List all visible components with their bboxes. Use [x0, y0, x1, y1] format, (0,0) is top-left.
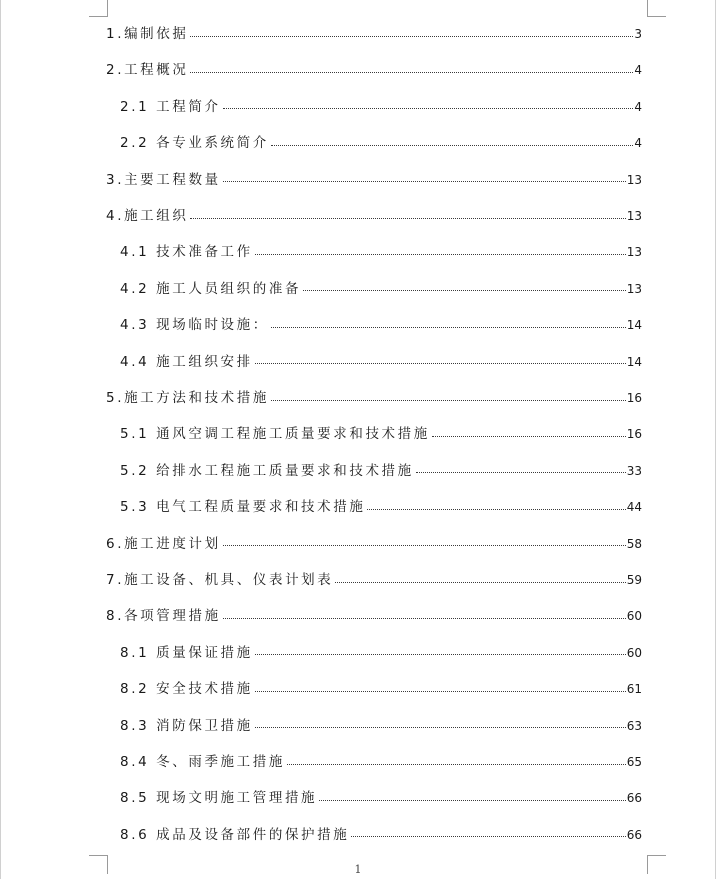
toc-dot-leader [255, 363, 626, 364]
toc-dot-leader [335, 582, 625, 583]
page-left-edge [0, 0, 1, 879]
toc-entry[interactable] [120, 133, 642, 153]
toc-entry-title: 4.2 施工人员组织的准备 [120, 280, 302, 297]
toc-entry[interactable] [120, 679, 642, 699]
toc-dot-leader [255, 727, 626, 728]
toc-entry[interactable] [120, 352, 642, 372]
toc-entry-page-number: 4 [634, 63, 642, 78]
toc-entry-page-number: 58 [626, 536, 642, 551]
toc-entry-title: 5.1 通风空调工程施工质量要求和技术措施 [120, 426, 430, 443]
toc-entry[interactable] [120, 643, 642, 663]
toc-entry-title: 4.1 技术准备工作 [120, 244, 253, 261]
toc-entry-title: 1.编制依据 [106, 26, 189, 42]
toc-entry-title: 6.施工进度计划 [106, 535, 221, 552]
toc-dot-leader [416, 472, 626, 473]
toc-entry[interactable] [120, 315, 642, 335]
toc-entry[interactable] [106, 534, 642, 554]
toc-entry-page-number: 65 [626, 755, 642, 769]
toc-entry[interactable] [120, 752, 642, 772]
toc-entry-page-number: 4 [634, 136, 642, 151]
toc-entry[interactable] [106, 170, 642, 190]
toc-entry[interactable] [106, 570, 642, 590]
toc-dot-leader [223, 545, 626, 546]
toc-entry-title: 7.施工设备、机具、仪表计划表 [106, 572, 334, 588]
toc-entry-title: 4.3 现场临时设施： [120, 317, 269, 334]
toc-entry-page-number: 16 [626, 391, 642, 405]
crop-mark-top-left [89, 0, 108, 17]
toc-dot-leader [255, 691, 626, 692]
toc-entry-title: 8.4 冬、雨季施工措施 [120, 754, 285, 770]
toc-entry-page-number: 60 [626, 645, 642, 660]
toc-entry[interactable] [106, 60, 642, 80]
crop-mark-top-right [647, 0, 666, 17]
toc-dot-leader [287, 764, 626, 765]
toc-entry[interactable] [120, 279, 642, 299]
toc-entry[interactable] [120, 461, 642, 481]
toc-entry-page-number: 13 [626, 172, 642, 187]
toc-entry-page-number: 66 [626, 827, 642, 842]
toc-entry[interactable] [120, 424, 642, 444]
toc-dot-leader [303, 290, 626, 291]
toc-entry-page-number: 63 [626, 718, 642, 733]
toc-entry-title: 5.2 给排水工程施工质量要求和技术措施 [120, 462, 414, 479]
toc-entry[interactable] [120, 716, 642, 736]
toc-dot-leader [271, 327, 626, 328]
toc-entry[interactable] [106, 24, 642, 44]
toc-entry-title: 8.1 质量保证措施 [120, 644, 253, 661]
toc-entry-title: 5.施工方法和技术措施 [106, 390, 269, 406]
toc-entry-title: 8.各项管理措施 [106, 608, 221, 625]
toc-entry-page-number: 44 [626, 500, 642, 515]
toc-entry-title: 2.工程概况 [106, 62, 189, 79]
toc-entry-page-number: 66 [626, 791, 642, 806]
toc-entry[interactable] [106, 206, 642, 226]
toc-entry-page-number: 61 [626, 682, 642, 697]
toc-dot-leader [432, 436, 626, 437]
toc-dot-leader [190, 218, 625, 219]
toc-entry[interactable] [106, 388, 642, 408]
toc-entry-title: 3.主要工程数量 [106, 171, 221, 188]
toc-entry-page-number: 4 [634, 99, 642, 114]
toc-entry-page-number: 3 [634, 27, 642, 41]
toc-entry-page-number: 14 [626, 318, 642, 333]
toc-dot-leader [319, 800, 626, 801]
toc-dot-leader [271, 400, 626, 401]
toc-entry-title: 2.2 各专业系统简介 [120, 135, 269, 152]
toc-entry[interactable] [120, 242, 642, 262]
toc-entry-page-number: 60 [626, 609, 642, 624]
toc-entry-page-number: 14 [626, 354, 642, 369]
toc-dot-leader [190, 72, 633, 73]
toc-dot-leader [271, 145, 633, 146]
toc-entry[interactable] [120, 825, 642, 845]
toc-entry-title: 4.施工组织 [106, 208, 189, 224]
toc-entry-page-number: 13 [626, 209, 642, 223]
page-number: 1 [354, 863, 362, 876]
toc-entry-title: 5.3 电气工程质量要求和技术措施 [120, 499, 366, 516]
toc-dot-leader [223, 618, 626, 619]
toc-entry[interactable] [120, 788, 642, 808]
toc-entry-title: 8.3 消防保卫措施 [120, 717, 253, 734]
toc-entry-page-number: 16 [626, 427, 642, 442]
toc-dot-leader [351, 836, 625, 837]
toc-entry-page-number: 59 [626, 573, 642, 587]
toc-entry-title: 4.4 施工组织安排 [120, 353, 253, 370]
toc-entry-title: 8.2 安全技术措施 [120, 681, 253, 698]
toc-dot-leader [255, 254, 626, 255]
toc-dot-leader [223, 181, 626, 182]
toc-entry[interactable] [106, 606, 642, 626]
toc-entry[interactable] [120, 497, 642, 517]
toc-entry-page-number: 13 [626, 281, 642, 296]
toc-dot-leader [223, 108, 634, 109]
toc-entry-title: 8.6 成品及设备部件的保护措施 [120, 826, 350, 843]
toc-entry-page-number: 13 [626, 245, 642, 260]
toc-dot-leader [255, 654, 626, 655]
toc-entry-title: 8.5 现场文明施工管理措施 [120, 790, 318, 807]
toc-dot-leader [190, 36, 633, 37]
toc-entry[interactable] [120, 97, 642, 117]
toc-entry-page-number: 33 [626, 463, 642, 478]
toc-entry-title: 2.1 工程简介 [120, 98, 221, 115]
toc-dot-leader [367, 509, 625, 510]
